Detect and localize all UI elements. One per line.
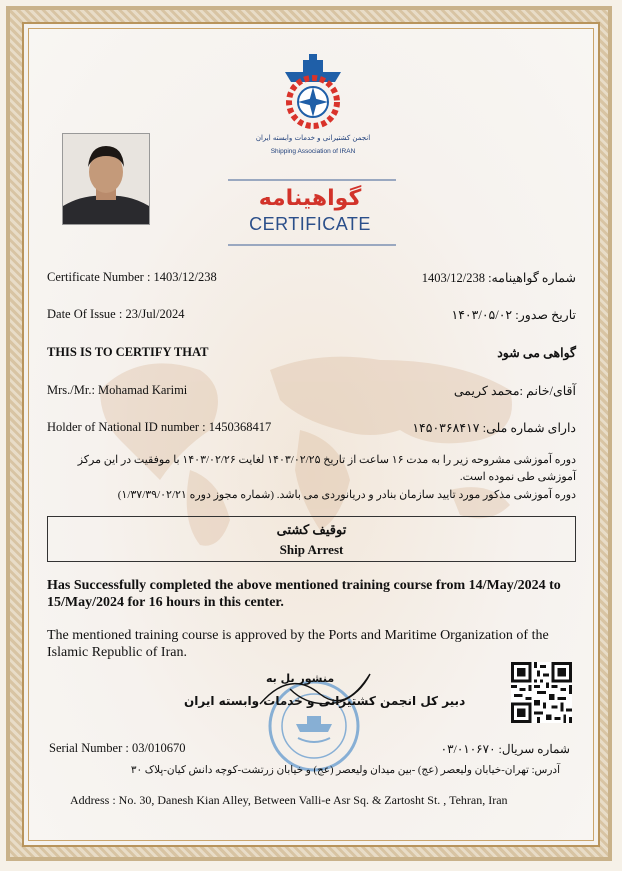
course-title-fa: توقیف کشتی (276, 522, 347, 537)
certificate-number-fa: شماره گواهینامه: 1403/12/238 (421, 271, 576, 285)
national-id-en: Holder of National ID number : 1450368417 (47, 420, 272, 434)
holder-name-en: Mrs./Mr.: Mohamad Karimi (47, 383, 188, 397)
svg-text:Shipping Association of IRAN: Shipping Association of IRAN (270, 148, 356, 155)
date-of-issue-fa: تاریخ صدور: ۱۴۰۳/۰۵/۰۲ (451, 308, 576, 322)
title-ornament-top (228, 179, 396, 181)
approval-statement: The mentioned training course is approved by the Ports and Maritime Organization of the Islamic Republic of Iran. (47, 628, 549, 660)
holder-name-fa: آقای/خانم :محمد کریمی (453, 384, 576, 398)
course-title-en: Ship Arrest (279, 542, 344, 557)
signature-line-1: منشور بل به (266, 672, 335, 685)
title-english: CERTIFICATE (249, 214, 371, 234)
shipping-association-logo (255, 50, 371, 165)
signature-line-2: دبیر کل انجمن کشتیرانی و خدمات وابسته ایران (184, 694, 466, 708)
address-en: Address : No. 30, Danesh Kian Alley, Between Valli-e Asr Sq. & Zartosht St. , Tehran, Iran (70, 793, 508, 807)
persian-approval-paragraph: دوره آموزشی مذکور مورد تایید سازمان بنادر و دریانوردی می باشد. (شماره مجوز دوره ۱/۳۷/۳۹/۰۲/۲۱) (117, 489, 576, 501)
course-title-box (47, 516, 576, 562)
certify-heading-en: THIS IS TO CERTIFY THAT (47, 345, 209, 359)
signature-scribble (250, 664, 380, 714)
completion-statement: Has Successfully completed the above mentioned training course from 14/May/2024 to 15/May/2024 for 16 hours in this center. (47, 578, 561, 610)
svg-text:انجمن کشتیرانی و خدمات وابسته: انجمن کشتیرانی و خدمات وابسته ایران (255, 134, 371, 142)
qr-code (511, 661, 572, 724)
serial-number-fa: شماره سریال: ۰۳/۰۱۰۶۷۰ (440, 742, 570, 756)
persian-course-paragraph: دوره آموزشی مشروحه زیر را به مدت ۱۶ ساعت از تاریخ ۱۴۰۳/۰۲/۲۵ لغایت ۱۴۰۳/۰۲/۲۶ با موفقیت در این مرکز آموزشی طی نموده است. (77, 454, 576, 483)
holder-photo (62, 133, 150, 225)
national-id-fa: دارای شماره ملی: ۱۴۵۰۳۶۸۴۱۷ (412, 421, 576, 435)
date-of-issue-en: Date Of Issue : 23/Jul/2024 (47, 307, 185, 321)
title-persian: گواهینامه (258, 186, 362, 211)
certificate-number-en: Certificate Number : 1403/12/238 (47, 270, 217, 284)
address-fa: آدرس: تهران-خیابان ولیعصر (عج) -بین میدان ولیعصر (عج) و خیابان زرتشت-کوچه دانش کیان-پلاک ۳۰ (130, 765, 560, 776)
title-ornament-bottom (228, 244, 396, 246)
serial-number-en: Serial Number : 03/010670 (49, 741, 186, 755)
certify-heading-fa: گواهی می شود (497, 346, 576, 360)
